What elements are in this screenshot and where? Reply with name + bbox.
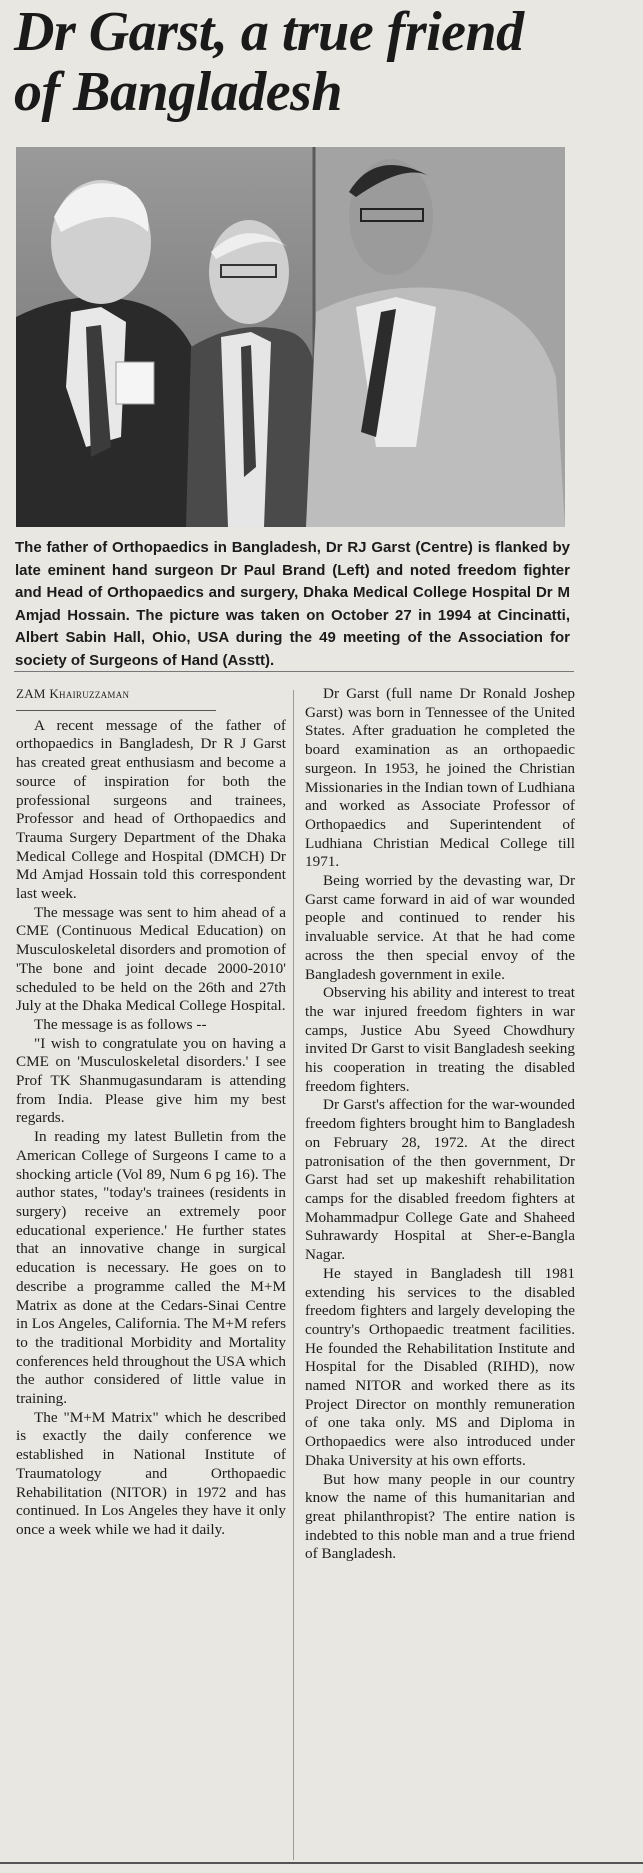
left-column [16, 685, 286, 1540]
right-column [305, 685, 575, 1564]
paragraph: Observing his ability and interest to treat the war injured freedom fighters in war camps, Justice Abu Syeed Chowdhury invited Dr Garst to visit Bangladesh seeking his cooperation in treating the disabled freedom fighters. [305, 984, 575, 1095]
paragraph: Being worried by the devasting war, Dr Garst came forward in aid of war wounded people and continued to render his invaluable service. At that he had come across the then special envoy of the Bangladesh government in exile. [305, 872, 575, 983]
byline: ZAM Khairuzzaman [16, 686, 130, 701]
paragraph: "I wish to congratulate you on having a CME on 'Musculoskeletal disorders.' I see Prof TK Shanmugasundaram is attending from India. Please give him my best regards. [16, 1034, 286, 1127]
byline-rule [16, 710, 216, 711]
paragraph: The message is as follows -- [34, 1015, 207, 1033]
paragraph: But how many people in our country know the name of this humanitarian and great philanthropist? The entire nation is indebted to this noble man and a true friend of Bangladesh. [305, 1470, 575, 1563]
paragraph: In reading my latest Bulletin from the American College of Surgeons I came to a shocking article (Vol 89, Num 6 pg 16). The author states, "today's trainees (residents in surgery) receive an extremely poor educational experience.' He further states that an innovative change in surgical education is necessary. He goes on to describe a programme called the M+M Matrix as done at the Cedars-Sinai Centre in Los Angeles, California. The M+M refers to the traditional Morbidity and Mortality conferences held throughout the USA which the author considered of little value in training. [16, 1128, 286, 1408]
photo-illustration [16, 147, 565, 527]
paragraph: A recent message of the father of orthopaedics in Bangladesh, Dr R J Garst has created great enthusiasm and become a source of inspiration for both the professional surgeons and trainees, Professor and head of Orthopaedics and Trauma Surgery Department of the Dhaka Medical College and Hospital (DMCH) Dr Md Amjad Hossain told this correspondent last week. [16, 716, 286, 903]
paragraph: Dr Garst's affection for the war-wounded freedom fighters brought him to Bangladesh on February 28, 1972. At the direct patronisation of the then government, Dr Garst had set up makeshift rehabilitation camps for the disabled freedom fighters at Mohammadpur College Gate and Shaheed Suhrawardy Hospital at Sher-e-Bangla Nagar. [305, 1096, 575, 1264]
paragraph: Dr Garst (full name Dr Ronald Joshep Garst) was born in Tennessee of the United States. After graduation he completed the board examination as an orthopaedic surgeon. In 1953, he joined the Christian Missionaries in the Indian town of Ludhiana and worked as Associate Professor of Orthopaedics and Superintendent of Ludhiana Christian Medical College till 1971. [305, 685, 575, 871]
paragraph: He stayed in Bangladesh till 1981 extending his services to the disabled freedom fighters and largely developing the country's Orthopaedic treatment facilities. He founded the Rehabilitation Institute and Hospital for the Disabled (RIHD), now named NITOR and worked there as its Project Director on monthly remuneration of one taka only. MS and Diploma in Orthopaedics were also introduced under Dhaka University at his own efforts. [305, 1264, 575, 1469]
caption-divider [14, 671, 574, 672]
paragraph: The "M+M Matrix" which he described is exactly the daily conference we established in National Institute of Traumatology and Orthopaedic Rehabilitation (NITOR) in 1972 and has continued. In Los Angeles they have it only once a week while we had it daily. [16, 1408, 286, 1538]
column-divider [293, 690, 294, 1860]
headline-line-2: of Bangladesh [14, 61, 342, 123]
paragraph: The message was sent to him ahead of a CME (Continuous Medical Education) on Musculoskeletal disorders and promotion of 'The bone and joint decade 2000-2010' scheduled to be held on the 26th and 27th July at the Dhaka Medical College Hospital. [16, 903, 286, 1015]
news-photo [16, 147, 565, 527]
photo-caption: The father of Orthopaedics in Bangladesh, Dr RJ Garst (Centre) is flanked by late eminent hand surgeon Dr Paul Brand (Left) and noted freedom fighter and Head of Orthopaedics and surgery, Dhaka Medical College Hospital Dr M Amjad Hossain. The picture was taken on October 27 in 1994 at Cincinatti, Albert Sabin Hall, Ohio, USA during the 49 meeting of the Association for society of Surgeons of Hand (Asstt). [15, 539, 570, 669]
headline [14, 2, 634, 122]
bottom-rule [0, 1862, 643, 1864]
headline-line-1: Dr Garst, a true friend [14, 1, 524, 63]
